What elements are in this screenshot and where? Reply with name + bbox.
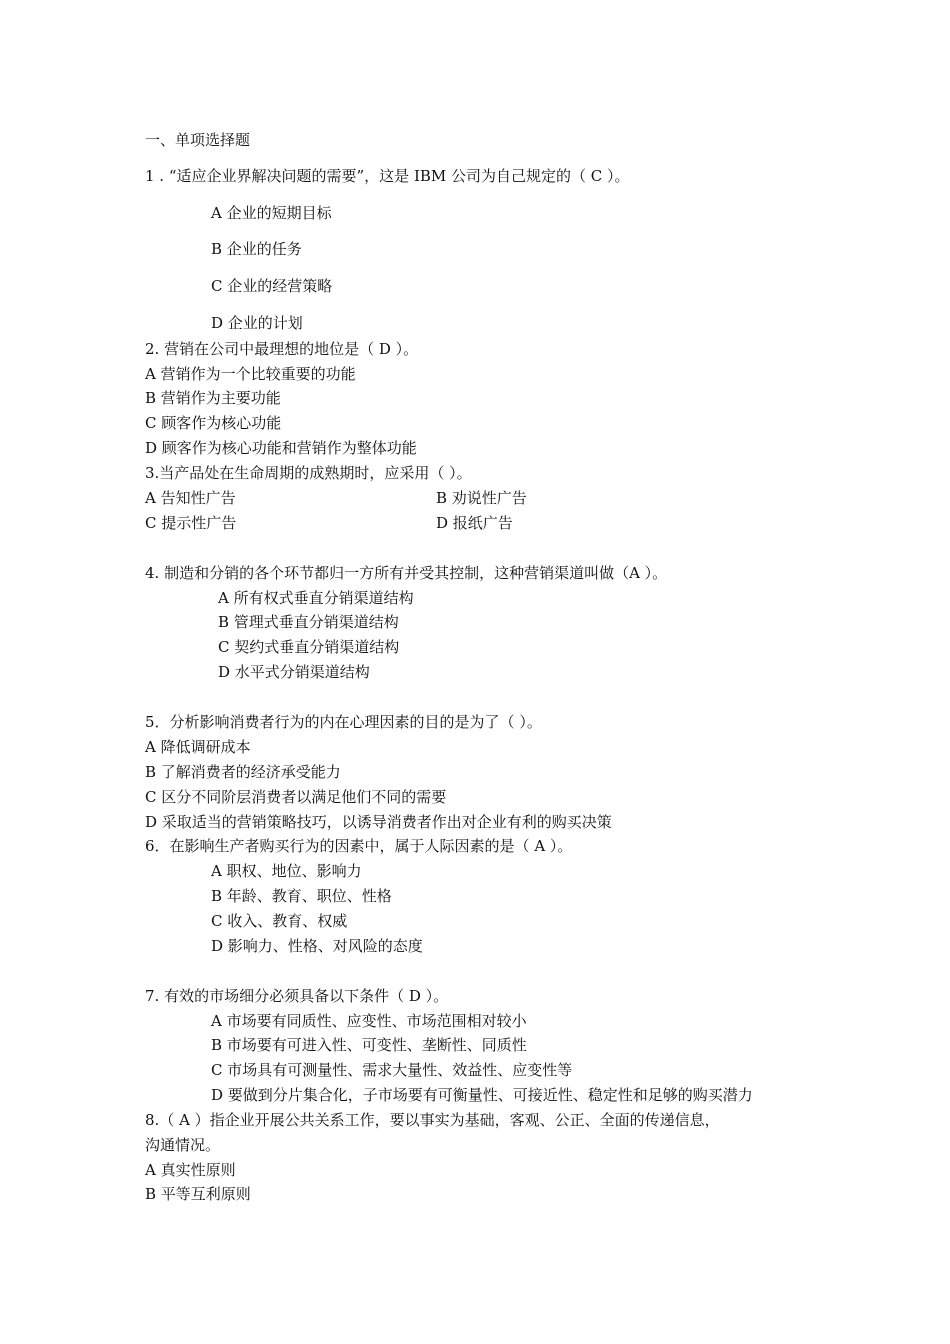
q5-option-a: A 降低调研成本	[145, 738, 251, 756]
q3-option-b: B 劝说性广告	[436, 489, 527, 507]
q8-option-b: B 平等互利原则	[145, 1185, 251, 1203]
q3-option-a: A 告知性广告	[145, 489, 236, 507]
q8-option-a: A 真实性原则	[145, 1161, 236, 1179]
q7-option-b: B 市场要有可进入性、可变性、垄断性、同质性	[211, 1036, 527, 1054]
question-2: 2. 营销在公司中最理想的地位是（ D ）。	[145, 340, 419, 358]
q1-option-d: D 企业的计划	[211, 314, 303, 332]
q7-option-c: C 市场具有可测量性、需求大量性、效益性、应变性等	[211, 1061, 573, 1079]
question-1: 1 . “适应企业界解决问题的需要”，这是 IBM 公司为自己规定的（ C ）。	[145, 167, 630, 185]
question-6: 6．在影响生产者购买行为的因素中，属于人际因素的是（ A ）。	[145, 837, 573, 855]
q1-option-c: C 企业的经营策略	[211, 277, 333, 295]
q6-option-a: A 职权、地位、影响力	[211, 862, 362, 880]
q4-option-a: A 所有权式垂直分销渠道结构	[218, 589, 414, 607]
question-8: 8.（ A ）指企业开展公共关系工作，要以事实为基础，客观、公正、全面的传递信息，	[145, 1111, 720, 1129]
q6-option-b: B 年龄、教育、职位、性格	[211, 887, 392, 905]
q5-option-c: C 区分不同阶层消费者以满足他们不同的需要	[145, 788, 447, 806]
q5-option-d: D 采取适当的营销策略技巧，以诱导消费者作出对企业有利的购买决策	[145, 813, 612, 831]
q1-option-a: A 企业的短期目标	[211, 204, 332, 222]
q2-option-a: A 营销作为一个比较重要的功能	[145, 365, 356, 383]
q6-option-d: D 影响力、性格、对风险的态度	[211, 937, 423, 955]
q6-option-c: C 收入、教育、权威	[211, 912, 348, 930]
question-5: 5．分析影响消费者行为的内在心理因素的目的是为了（ ）。	[145, 713, 542, 731]
q7-option-d: D 要做到分片集合化，子市场要有可衡量性、可接近性、稳定性和足够的购买潜力	[211, 1086, 753, 1104]
q4-option-b: B 管理式垂直分销渠道结构	[218, 613, 399, 631]
q2-option-b: B 营销作为主要功能	[145, 389, 281, 407]
q4-option-d: D 水平式分销渠道结构	[218, 663, 370, 681]
q1-option-b: B 企业的任务	[211, 240, 302, 258]
question-7: 7. 有效的市场细分必须具备以下条件（ D ）。	[145, 987, 449, 1005]
question-3: 3.当产品处在生命周期的成熟期时，应采用（ ）。	[145, 464, 472, 482]
q3-option-c: C 提示性广告	[145, 514, 237, 532]
q4-option-c: C 契约式垂直分销渠道结构	[218, 638, 400, 656]
q3-option-d: D 报纸广告	[436, 514, 513, 532]
page-title: 一、单项选择题	[145, 131, 251, 149]
q7-option-a: A 市场要有同质性、应变性、市场范围相对较小	[211, 1012, 527, 1030]
q2-option-c: C 顾客作为核心功能	[145, 414, 282, 432]
q2-option-d: D 顾客作为核心功能和营销作为整体功能	[145, 439, 417, 457]
question-8-continued: 沟通情况。	[145, 1136, 221, 1154]
q5-option-b: B 了解消费者的经济承受能力	[145, 763, 341, 781]
question-4: 4. 制造和分销的各个环节都归一方所有并受其控制，这种营销渠道叫做（A ）。	[145, 564, 668, 582]
